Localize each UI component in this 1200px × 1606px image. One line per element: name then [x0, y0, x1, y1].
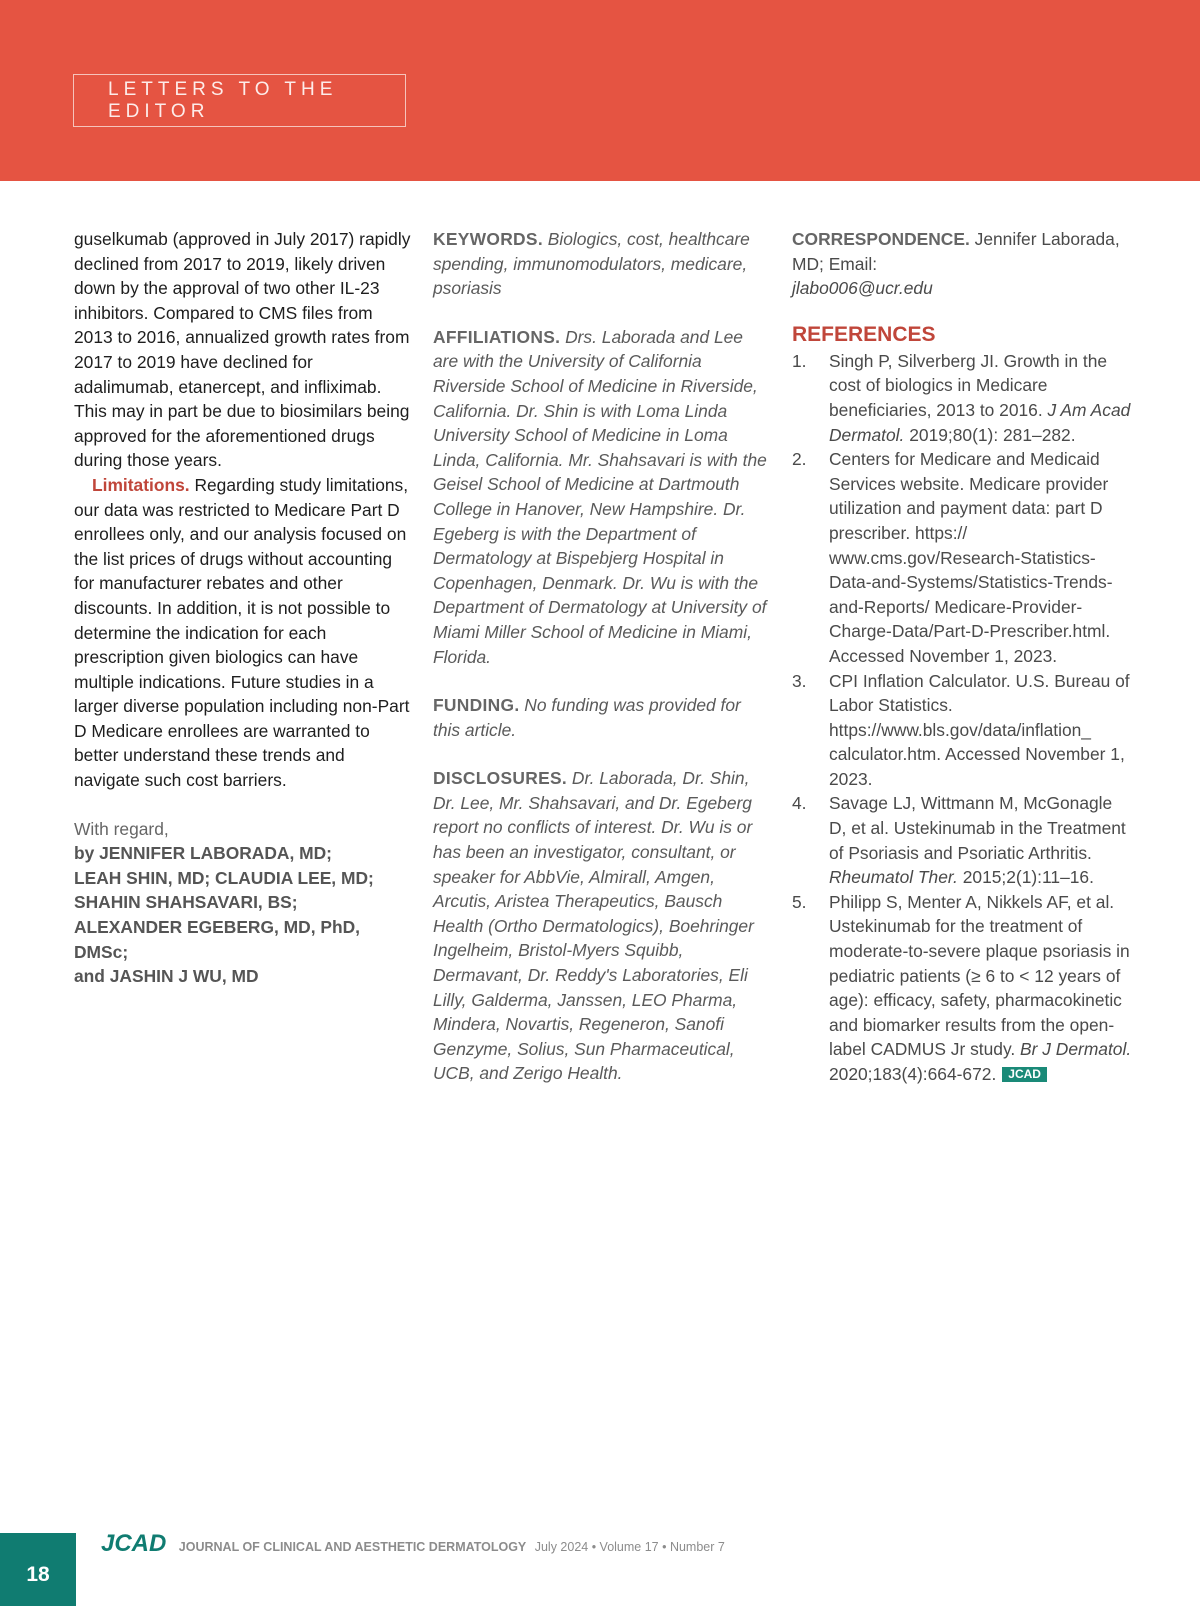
disclosures-label: DISCLOSURES.: [433, 768, 568, 789]
author-line: ALEXANDER EGEBERG, MD, PhD, DMSc;: [74, 917, 361, 962]
disclosures-text: Dr. Laborada, Dr. Shin, Dr. Lee, Mr. Shahsavari, and Dr. Egeberg report no conflicts of interest. Dr. Wu is or has been an investigator, consultant, or speaker for AbbVie, Almirall, Amgen, Arcutis, Aristea Therapeutics, Bausch Health (Ortho Dermatologics), Boehringer Ingelheim, Bristol-Myers Squibb, Dermavant, Dr. Reddy's Laboratories, Eli Lilly, Galderma, Janssen, LEO Pharma, Mindera, Novartis, Regeneron, Sanofi Genzyme, Solius, Sun Pharmaceutical, UCB, and Zerigo Health.: [433, 768, 754, 1084]
section-title: LETTERS TO THE EDITOR: [73, 74, 406, 127]
author-line: and JASHIN J WU, MD: [74, 966, 259, 987]
author-line: SHAHIN SHAHSAVARI, BS;: [74, 892, 298, 913]
page-number-box: [0, 1533, 76, 1606]
affiliations-label: AFFILIATIONS.: [433, 326, 561, 347]
keywords-text: Biologics, cost, healthcare spending, immunomodulators, medicare, psoriasis: [433, 229, 750, 299]
reference-item: [792, 349, 1132, 447]
reference-text: Philipp S, Menter A, Nikkels AF, et al. Ustekinumab for the treatment of moderate-to-severe plaque psoriasis in pediatric patients (≥ 6 to < 12 years of age): efficacy, safety, pharmacokinetic and biomarker results from the open-label CADMUS Jr study. Br J Dermatol. 2020;183(4):664-672. JCAD: [829, 891, 1132, 1084]
correspondence-email[interactable]: jlabo006@ucr.edu: [792, 278, 933, 299]
references-column: [792, 227, 1132, 1087]
affiliations-text: Drs. Laborada and Lee are with the University of California Riverside School of Medicine in Riverside, California. Dr. Shin is with Loma Linda University School of Medicine in Loma Linda, California. Mr. Shahsavari is with the Geisel School of Medicine at Dartmouth College in Hanover, New Hampshire. Dr. Egeberg is with the Department of Dermatology at Bispebjerg Hospital in Copenhagen, Denmark. Dr. Wu is with the Department of Dermatology at University of Miami Miller School of Medicine in Miami, Florida.: [433, 326, 767, 667]
reference-item: [792, 791, 1132, 889]
issue-info: July 2024 • Volume 17 • Number 7: [534, 1540, 725, 1554]
references-heading: REFERENCES: [792, 322, 936, 346]
funding-label: FUNDING.: [433, 695, 520, 716]
reference-list: [792, 349, 1132, 1087]
footer: [101, 1530, 725, 1558]
author-list: [74, 841, 414, 989]
reference-text: CPI Inflation Calculator. U.S. Bureau of Labor Statistics. https://www.bls.gov/data/inflation_ calculator.htm. Accessed November 1, 2023.: [829, 670, 1130, 789]
keywords-section: [433, 227, 768, 301]
author-line: LEAH SHIN, MD; CLAUDIA LEE, MD;: [74, 867, 374, 888]
sign-off: With regard,: [74, 818, 169, 839]
limitations-paragraph: [74, 473, 414, 793]
page-number: 18: [26, 1562, 50, 1586]
author-line: by JENNIFER LABORADA, MD;: [74, 843, 332, 864]
reference-number: 4.: [792, 793, 807, 814]
keywords-label: KEYWORDS.: [433, 229, 543, 249]
metadata-column: [433, 227, 768, 1086]
letter-body-column: [74, 227, 414, 989]
correspondence-text: Jennifer Laborada, MD; Email:: [792, 229, 1120, 274]
reference-item: [792, 447, 1132, 668]
reference-number: 2.: [792, 449, 807, 470]
correspondence-section: [792, 227, 1132, 301]
header-banner: [0, 0, 1200, 181]
jcad-logo: JCAD: [101, 1530, 167, 1557]
reference-item: [792, 890, 1132, 1087]
reference-number: 1.: [792, 350, 807, 371]
reference-number: 3.: [792, 670, 807, 691]
reference-item: [792, 669, 1132, 792]
limitations-label: Limitations.: [92, 474, 190, 495]
reference-number: 5.: [792, 891, 807, 912]
funding-section: [433, 693, 768, 742]
funding-text: No funding was provided for this article.: [433, 695, 741, 740]
correspondence-label: CORRESPONDENCE.: [792, 229, 970, 249]
jcad-end-badge: JCAD: [1002, 1067, 1047, 1082]
reference-text: Centers for Medicare and Medicaid Services website. Medicare provider utilization and payment data: part D prescriber. https:// www.cms.gov/Research-Statistics-Data-and-Systems/Statistics-Trends-and-Reports/ Medicare-Provider- Charge-Data/Part-D-Prescriber.html. Accessed November 1, 2023.: [829, 449, 1113, 666]
reference-text: Savage LJ, Wittmann M, McGonagle D, et al. Ustekinumab in the Treatment of Psoriasis and Psoriatic Arthritis. Rheumatol Ther. 2015;2(1):11–16.: [829, 793, 1126, 888]
reference-text: Singh P, Silverberg JI. Growth in the cost of biologics in Medicare beneficiaries, 2013 to 2016. J Am Acad Dermatol. 2019;80(1): 281–282.: [829, 350, 1131, 445]
disclosures-section: [433, 766, 768, 1086]
limitations-text: Regarding study limitations, our data was restricted to Medicare Part D enrollees only, and our analysis focused on the list prices of drugs without accounting for manufacturer rebates and other discounts. In addition, it is not possible to determine the indication for each prescription given biologics can have multiple indications. Future studies in a larger diverse population including non-Part D Medicare enrollees are warranted to better understand these trends and navigate such cost barriers.: [74, 474, 410, 791]
affiliations-section: [433, 325, 768, 669]
journal-name: JOURNAL OF CLINICAL AND AESTHETIC DERMATOLOGY: [178, 1540, 527, 1554]
body-paragraph: guselkumab (approved in July 2017) rapidly declined from 2017 to 2019, likely driven down by the approval of two other IL-23 inhibitors. Compared to CMS files from 2013 to 2016, annualized growth rates from 2017 to 2019 have declined for adalimumab, etanercept, and infliximab. This may in part be due to biosimilars being approved for the aforementioned drugs during those years.: [74, 229, 411, 471]
